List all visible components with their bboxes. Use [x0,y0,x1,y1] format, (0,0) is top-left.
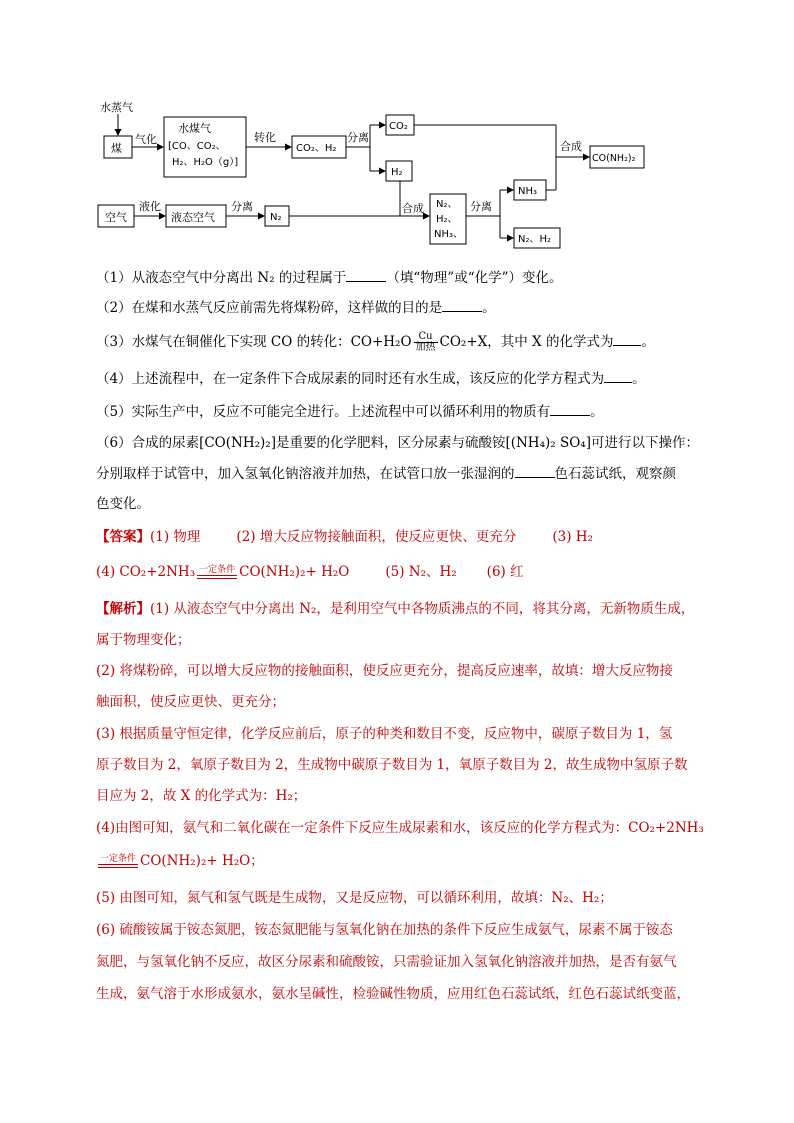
question-4: （4）上述流程中，在一定条件下合成尿素的同时还有水生成，该反应的化学方程式为 。 [96,371,646,387]
question-6-line-2: 分别取样于试管中，加入氢氧化钠溶液并加热，在试管口放一张湿润的 色石蕊试纸，观察颜 [96,466,676,482]
answer-blank [515,465,555,478]
answer-blank [613,333,641,346]
h2-label: H₂ [391,167,403,178]
co2-label: CO₂ [389,121,408,132]
air-label: 空气 [105,211,127,224]
analysis-4-line-1: (4)由图可知，氨气和二氧化碳在一定条件下反应生成尿素和水，该反应的化学方程式为：CO₂+2NH₃ [96,820,704,836]
transform-label: 转化 [254,131,276,144]
co2-h2-label: CO₂、H₂ [296,143,337,154]
n2-label: N₂ [270,212,282,223]
urea-label: CO(NH₂)₂ [592,153,636,164]
question-6-line-3: 色变化。 [96,496,150,512]
answer-blank [550,403,590,416]
analysis-2-line-2: 触面积，使反应更快、更充分； [96,694,285,710]
steam-label: 水蒸气 [100,101,133,114]
analysis-3-line-1: (3) 根据质量守恒定律，化学反应前后，原子的种类和数目不变，反应物中，碳原子数目为 1，氢 [96,726,673,742]
synthesis-label-1: 合成 [560,140,582,153]
analysis-1-line-1: 【解析】(1) 从液态空气中分离出 N₂，是利用空气中各物质沸点的不同，将其分离，无新物质生成， [96,601,695,617]
answer-blank [604,370,632,383]
analysis-1-line-2: 属于物理变化； [96,632,191,648]
answer-line-1: 【答案】(1) 物理 (2) 增大反应物接触面积，使反应更快、更充分 (3) H₂ [96,529,593,545]
water-gas-line1: [CO、CO₂、 [168,141,226,152]
analysis-tag: 【解析】 [96,601,150,617]
liquefy-label: 液化 [139,200,161,213]
reaction-condition: $\frac{Cu}{\text{加热}}$ [415,331,436,353]
water-gas-line2: H₂、H₂O（g）] [172,157,239,168]
analysis-5-line-1: (5) 由图可知，氮气和氢气既是生成物，又是反应物，可以循环利用，故填：N₂、H₂； [96,890,613,906]
answer-blank [346,269,386,282]
n2-h2-label: N₂、H₂ [518,234,552,245]
liquid-air-label: 液态空气 [171,211,215,224]
analysis-3-line-2: 原子数目为 2，氧原子数目为 2，生成物中碳原子数目为 1，氧原子数目为 2，故生成物中氢原子数 [96,757,688,773]
nh3-label: NH₃ [518,186,538,197]
analysis-6-line-2: 氮肥，与氢氧化钠不反应，故区分尿素和硫酸铵，只需验证加入氢氧化钠溶液并加热，是否有氨气 [96,954,677,970]
analysis-6-line-3: 生成，氨气溶于水形成氨水，氨水呈碱性，检验碱性物质，应用红色石蕊试纸，红色石蕊试纸变蓝， [96,986,690,1002]
process-flow-diagram [0,0,794,260]
separate-label-1: 分离 [347,131,369,144]
answer-line-2: (4) CO₂+2NH₃ 一定条件 CO(NH₂)₂+ H₂O (5) N₂、H₂ (6) 红 [96,564,524,580]
water-gas-title: 水煤气 [178,122,211,135]
answer-tag: 【答案】 [96,529,150,545]
coal-label: 煤 [111,142,122,155]
question-3: （3）水煤气在铜催化下实现 CO 的转化：CO+H₂O $\frac{Cu}{\text{加热}}$ CO₂+X，其中 X 的化学式为 。 [96,331,655,353]
gasify-label: 气化 [135,133,157,146]
analysis-3-line-3: 目应为 2，故 X 的化学式为：H₂； [96,788,307,804]
question-5: （5）实际生产中，反应不可能完全进行。上述流程中可以循环利用的物质有 。 [96,404,604,420]
answer-blank [442,299,482,312]
question-6-line-1: （6）合成的尿素[CO(NH₂)₂]是重要的化学肥料，区分尿素与硫酸铵[(NH₄)₂ SO₄]可进行以下操作： [96,435,699,451]
question-1: （1）从液态空气中分离出 N₂ 的过程属于 （填“物理”或“化学”）变化。 [96,270,563,286]
analysis-2-line-1: (2) 将煤粉碎，可以增大反应物的接触面积，使反应更充分，提高反应速率，故填：增大反应物接 [96,663,673,679]
separate-label-3: 分离 [470,200,492,213]
mix-label-1: N₂、 [436,199,458,210]
equation-condition: 一定条件 [197,566,237,579]
mix-label-3: NH₃、 [434,229,464,240]
synthesis-label-2: 合成 [402,202,424,215]
mix-label-2: H₂、 [436,214,458,225]
equation-condition: 一定条件 [98,855,138,868]
separate-label-2: 分离 [231,200,253,213]
analysis-4-line-2: 一定条件 CO(NH₂)₂+ H₂O； [100,853,264,869]
question-2: （2）在煤和水蒸气反应前需先将煤粉碎，这样做的目的是 。 [96,300,496,316]
analysis-6-line-1: (6) 硫酸铵属于铵态氮肥，铵态氮肥能与氢氧化钠在加热的条件下反应生成氨气，尿素不属于铵态 [96,922,673,938]
